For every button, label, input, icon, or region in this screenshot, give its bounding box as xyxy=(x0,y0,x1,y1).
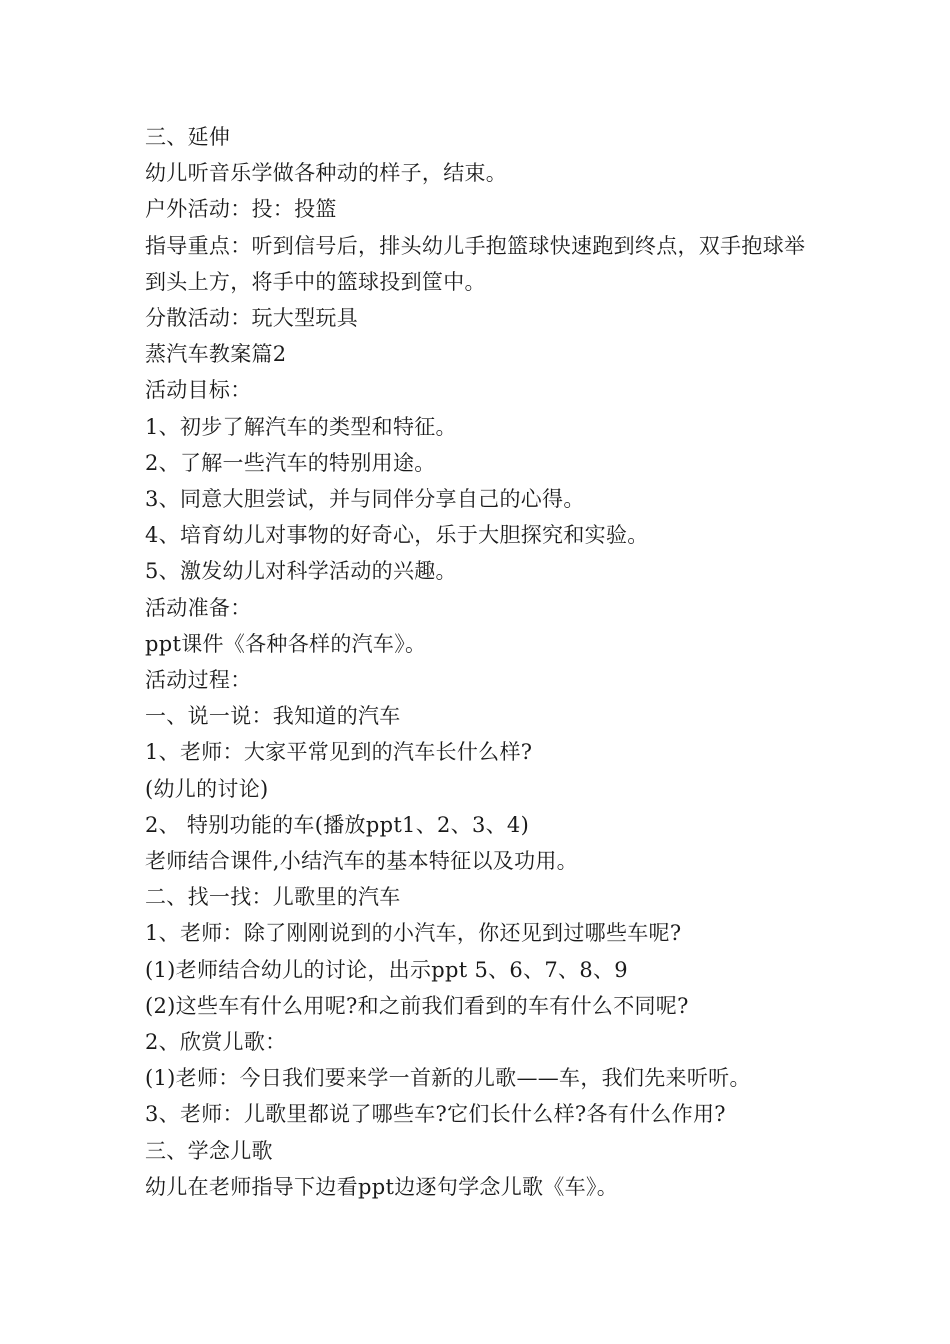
list-item: 2、 特别功能的车(播放ppt1、2、3、4) xyxy=(145,812,530,837)
list-item: (1)老师：今日我们要来学一首新的儿歌——车，我们先来听听。 xyxy=(145,1066,751,1091)
paragraph: 指导重点：听到信号后，排头幼儿手抱篮球快速跑到终点，双手抱球举到头上方，将手中的篮球投到筐中。 xyxy=(145,233,806,294)
list-item: 3、同意大胆尝试，并与同伴分享自己的心得。 xyxy=(145,487,585,512)
paragraph: 户外活动：投：投篮 xyxy=(145,197,337,222)
document-body xyxy=(145,119,825,1205)
subsection-heading: 三、学念儿歌 xyxy=(145,1138,273,1163)
list-item: 2、欣赏儿歌： xyxy=(145,1030,287,1055)
list-item: 1、初步了解汽车的类型和特征。 xyxy=(145,414,457,439)
paragraph: (幼儿的讨论) xyxy=(145,776,269,801)
list-item: (1)老师结合幼儿的讨论，出示ppt 5、6、7、8、9 xyxy=(145,957,628,982)
section-heading-process: 活动过程： xyxy=(145,668,252,693)
list-item: 3、老师：儿歌里都说了哪些车?它们长什么样?各有什么作用? xyxy=(145,1102,726,1127)
list-item: 5、激发幼儿对科学活动的兴趣。 xyxy=(145,559,457,584)
section-heading-extension: 三、延伸 xyxy=(145,125,231,149)
subsection-heading: 一、说一说：我知道的汽车 xyxy=(145,704,401,729)
list-item: 2、了解一些汽车的特别用途。 xyxy=(145,450,436,475)
paragraph: 分散活动：玩大型玩具 xyxy=(145,306,358,331)
paragraph: 幼儿在老师指导下边看ppt边逐句学念儿歌《车》。 xyxy=(145,1174,619,1199)
list-item: 1、老师：除了刚刚说到的小汽车，你还见到过哪些车呢? xyxy=(145,921,682,946)
paragraph: ppt课件《各种各样的汽车》。 xyxy=(145,631,427,656)
paragraph: 老师结合课件,小结汽车的基本特征以及功用。 xyxy=(145,849,578,874)
subsection-heading: 二、找一找：儿歌里的汽车 xyxy=(145,885,401,910)
list-item: (2)这些车有什么用呢?和之前我们看到的车有什么不同呢? xyxy=(145,993,689,1018)
lesson-title: 蒸汽车教案篇2 xyxy=(145,342,287,367)
section-heading-preparation: 活动准备： xyxy=(145,595,252,620)
list-item: 1、老师：大家平常见到的汽车长什么样? xyxy=(145,740,533,765)
paragraph: 幼儿听音乐学做各种动的样子，结束。 xyxy=(145,161,508,186)
section-heading-goals: 活动目标： xyxy=(145,378,252,403)
list-item: 4、培育幼儿对事物的好奇心，乐于大胆探究和实验。 xyxy=(145,523,649,548)
